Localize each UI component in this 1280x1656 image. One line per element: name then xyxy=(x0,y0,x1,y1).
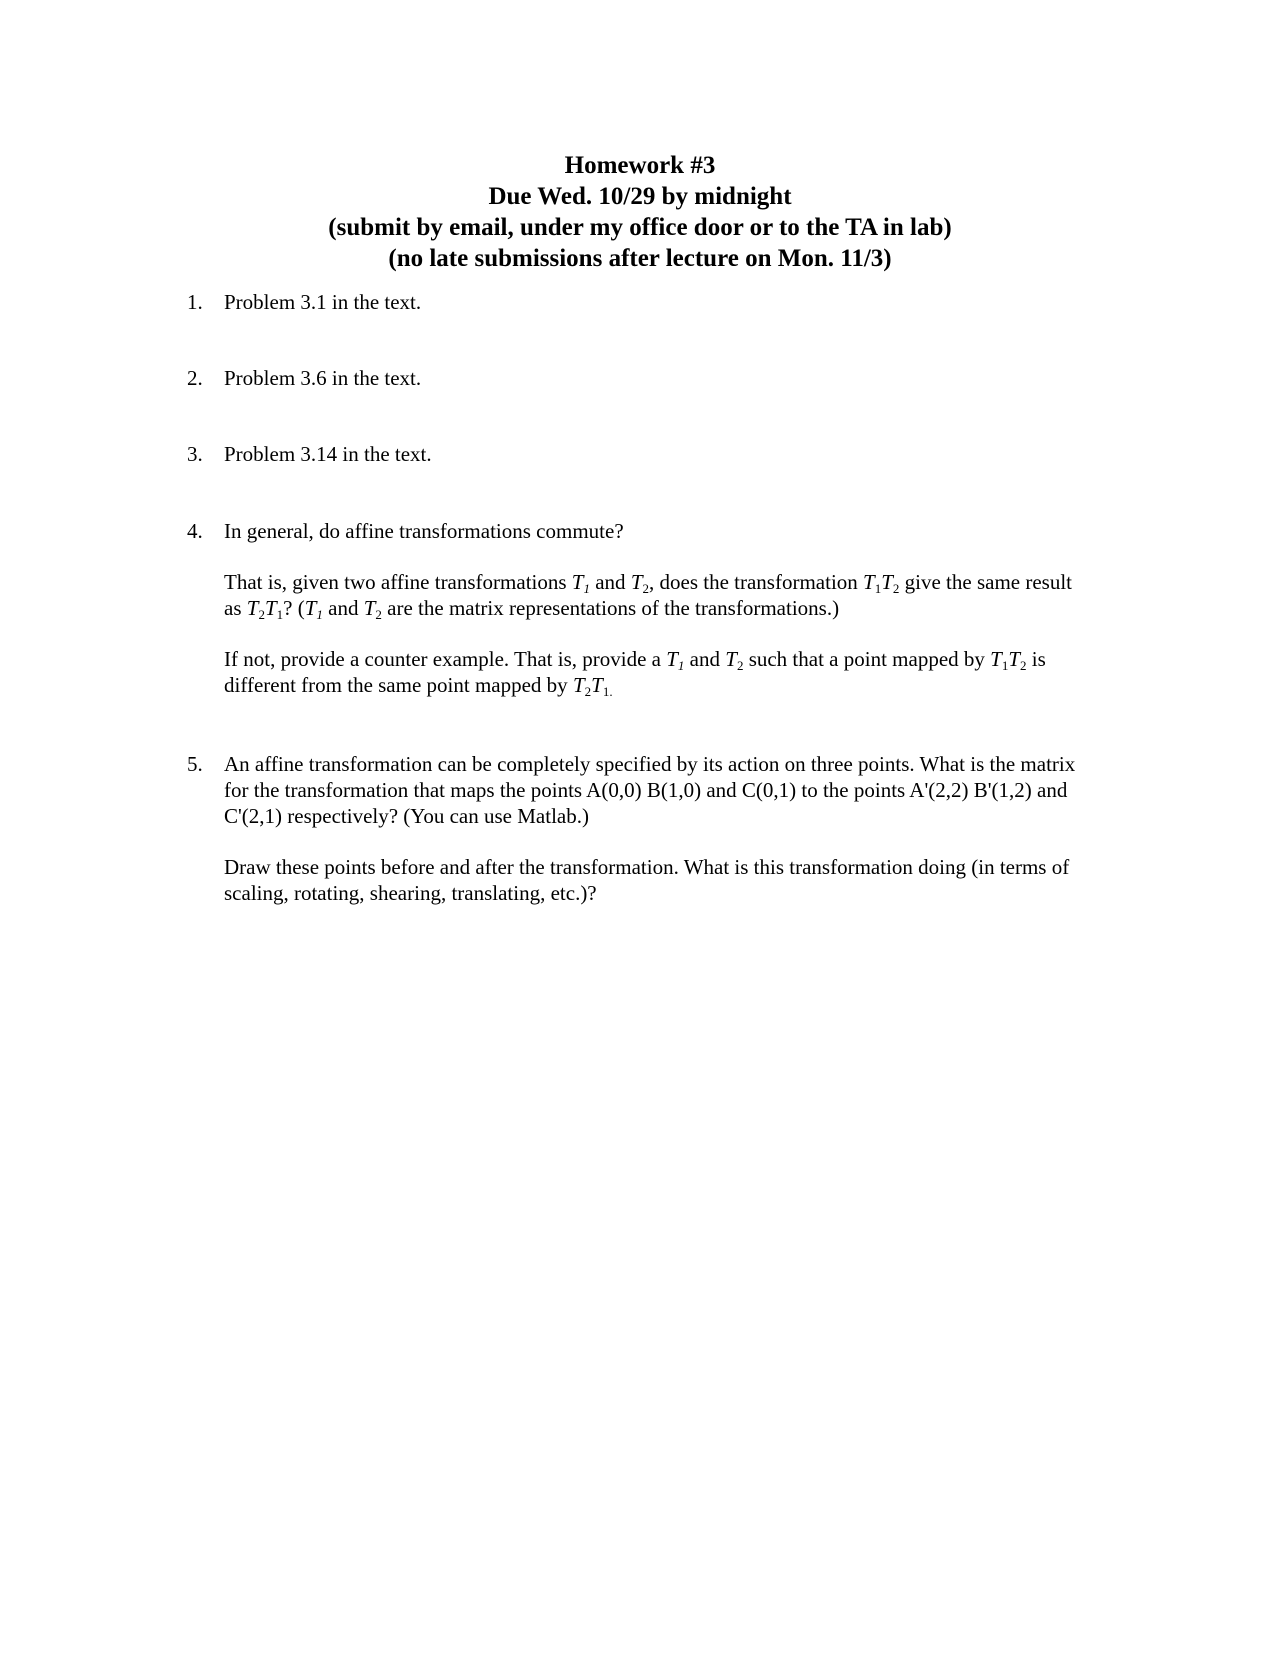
due-date: Due Wed. 10/29 by midnight xyxy=(488,183,792,210)
problem-text: Problem 3.1 in the text. xyxy=(224,290,422,314)
problem-number: 3. xyxy=(187,442,203,466)
problem-number: 4. xyxy=(187,519,203,543)
problem-text: Problem 3.6 in the text. xyxy=(224,366,422,390)
homework-title: Homework #3 xyxy=(564,152,716,179)
problem-number: 5. xyxy=(187,752,203,776)
submission-instructions: (submit by email, under my office door or to the TA in lab) xyxy=(328,214,952,241)
header xyxy=(0,150,1280,274)
problem-number: 2. xyxy=(187,366,203,390)
problem-paragraph: That is, given two affine transformations $T_1$ and $T_2$, does the transformation $T_1T_2$ give the same result as $T_2T_1$? ($T_1$ and $T_2$ are the matrix representations of the transformations.) xyxy=(224,570,1073,622)
problem-paragraph: If not, provide a counter example. That is, provide a $T_1$ and $T_2$ such that a point mapped by $T_1T_2$ is different from the same point mapped by $T_2T_{1.}$ xyxy=(224,647,1046,699)
problem-body xyxy=(224,518,1084,698)
late-policy: (no late submissions after lecture on Mon. 11/3) xyxy=(388,245,892,272)
problem-body xyxy=(224,751,1084,906)
problem-text: Problem 3.14 in the text. xyxy=(224,442,432,466)
problem-question: In general, do affine transformations commute? xyxy=(224,519,624,543)
problem-paragraph: An affine transformation can be completely specified by its action on three points. What is the matrix for the transformation that maps the points A(0,0) B(1,0) and C(0,1) to the points A'(2,2) B'(1,2) and C'(2,1) respectively? (You can use Matlab.) xyxy=(224,752,1076,828)
problem-number: 1. xyxy=(187,290,203,314)
problem-paragraph: Draw these points before and after the transformation. What is this transformation doing (in terms of scaling, rotating, shearing, translating, etc.)? xyxy=(224,855,1070,905)
